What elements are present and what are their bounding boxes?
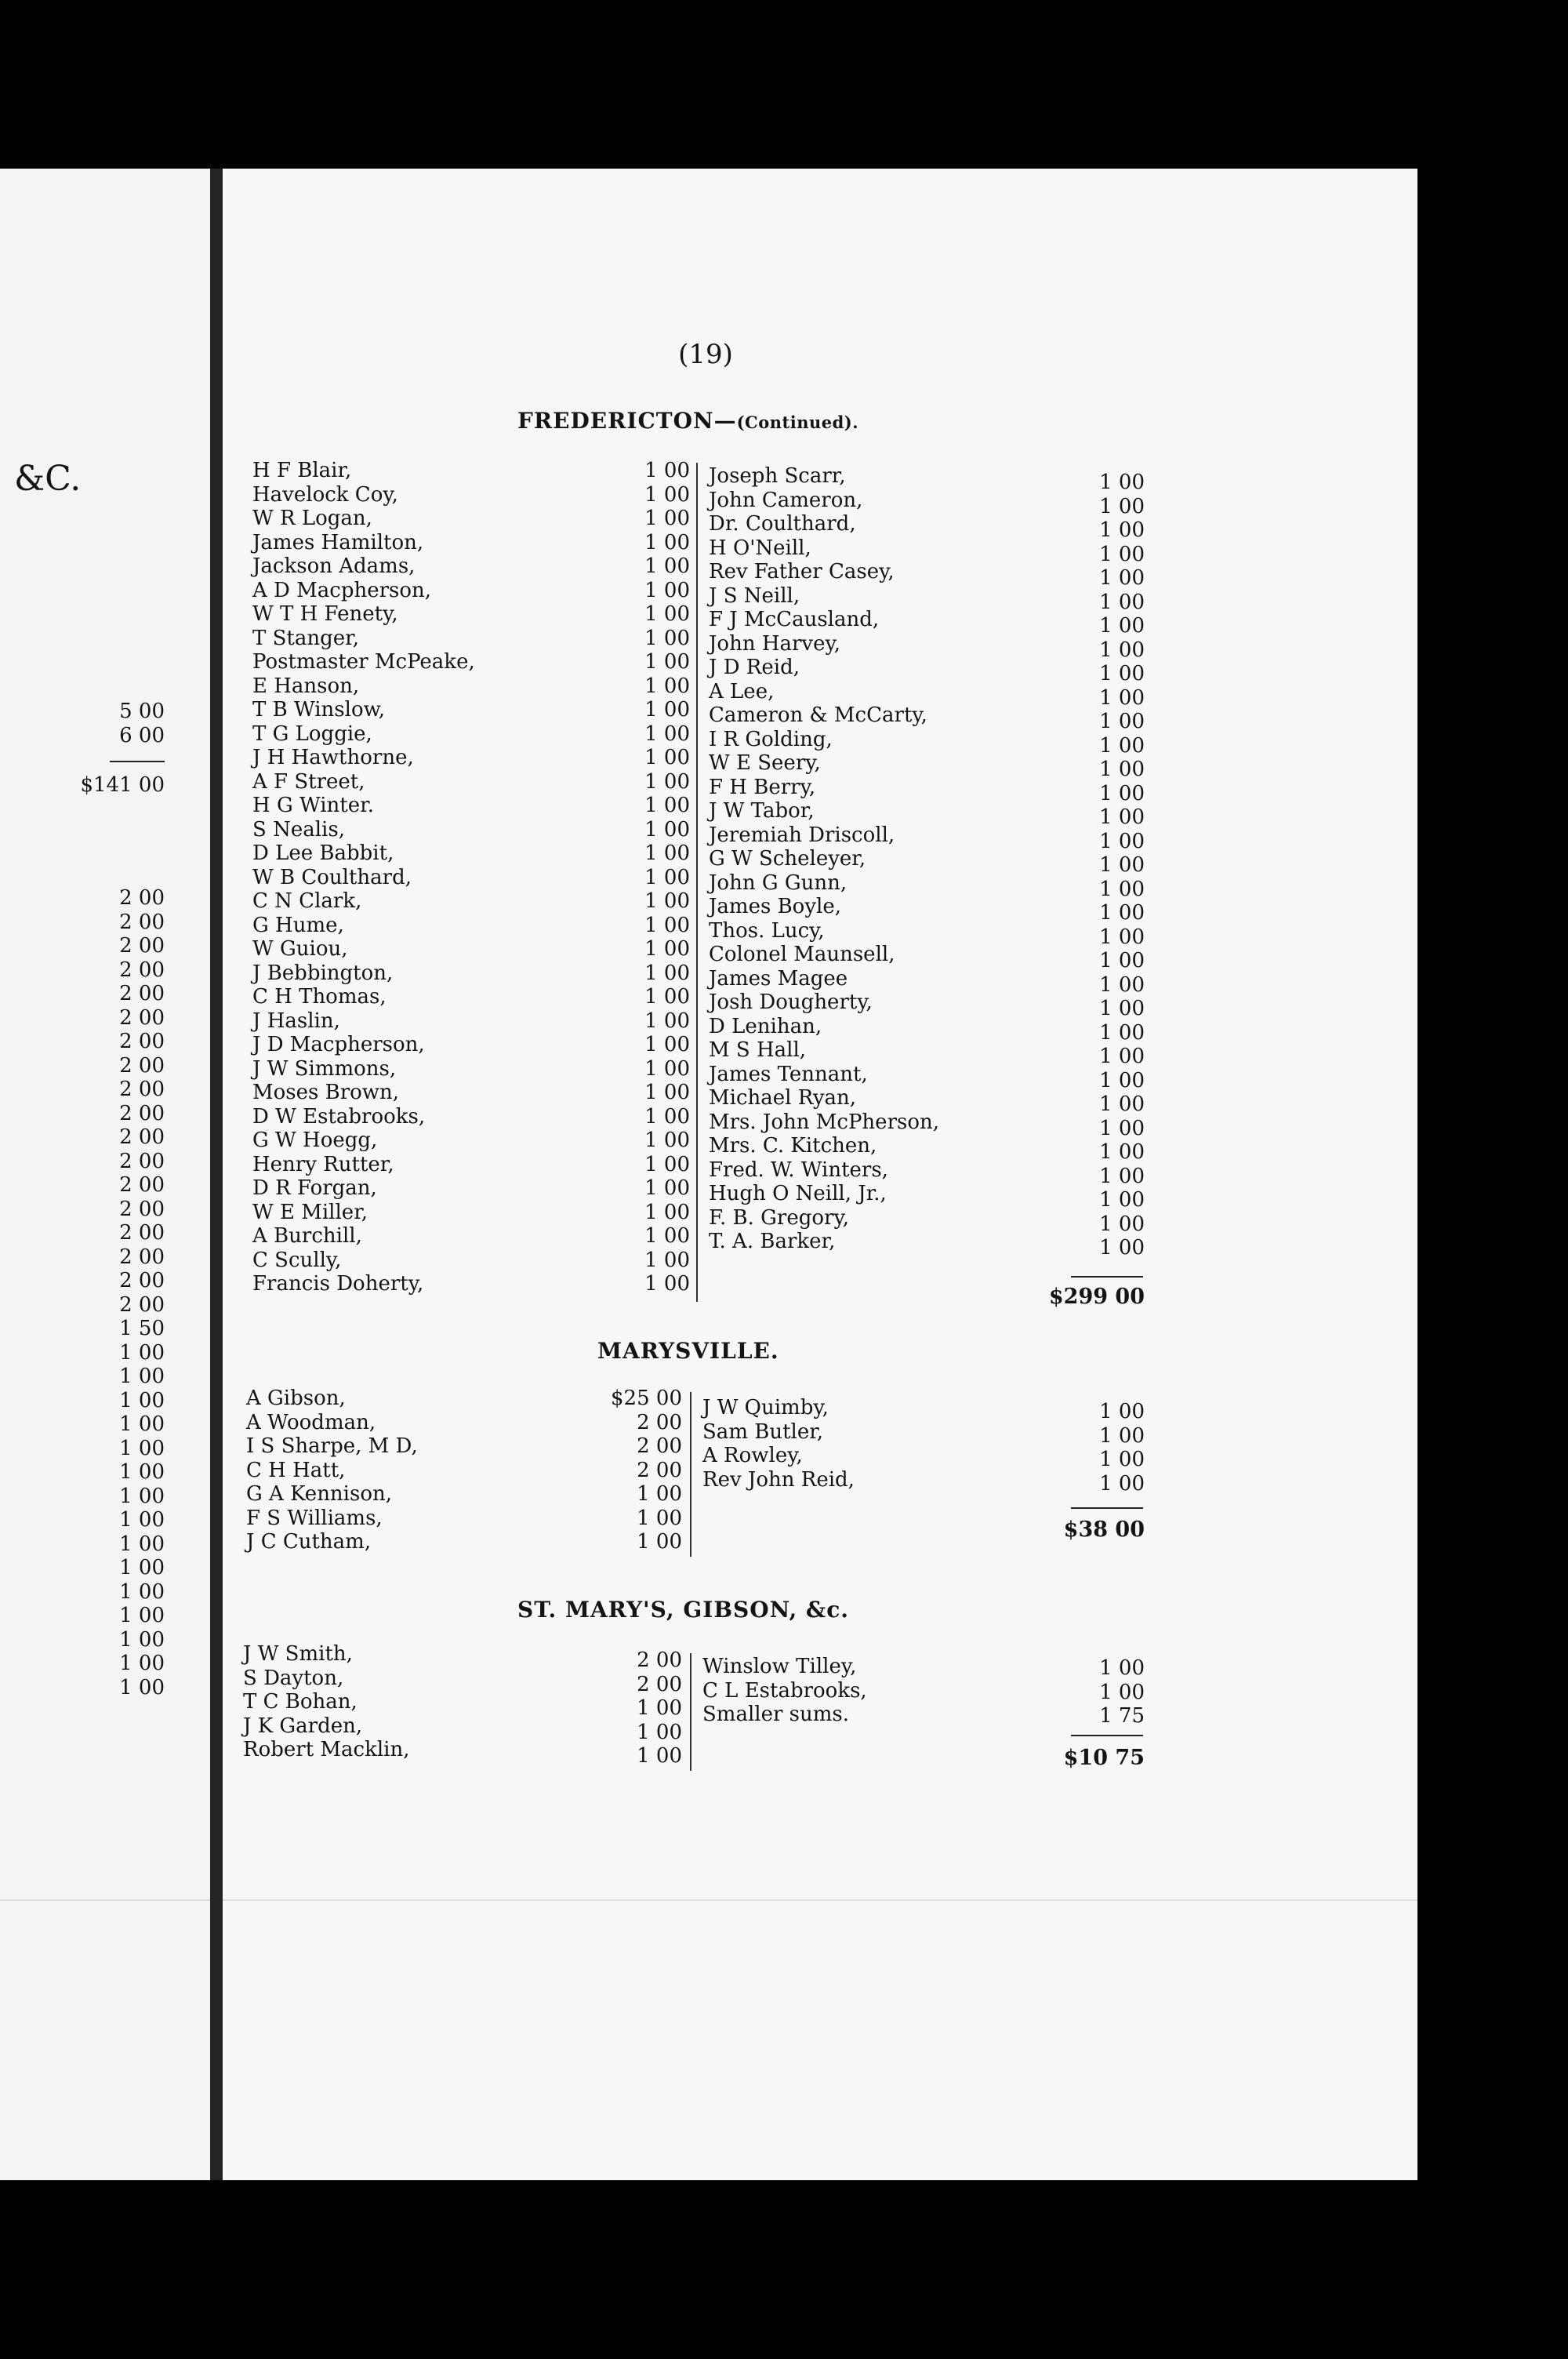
subscription-amount: 1 00	[1099, 997, 1145, 1020]
subscriber-name: M S Hall,	[709, 1038, 807, 1062]
page-number: (19)	[678, 339, 733, 370]
subscription-amount: 1 00	[644, 1152, 690, 1176]
fredericton-right-names	[709, 464, 939, 1254]
marysville-left-amounts	[596, 1387, 682, 1554]
subscriber-name: Robert Macklin,	[243, 1738, 410, 1761]
subscription-amount: 1 00	[644, 889, 690, 913]
left-page-total: $141 00	[80, 773, 165, 797]
subscriber-name: Sam Butler,	[702, 1419, 824, 1444]
subscriber-name: S Dayton,	[243, 1666, 344, 1690]
subscriber-name: J Bebbington,	[252, 961, 394, 985]
subscription-amount: 2 00	[637, 1458, 682, 1482]
subscription-amount: 1 00	[1099, 542, 1145, 566]
subscriber-name: T Stanger,	[252, 626, 359, 650]
subscriber-name: F J McCausland,	[709, 608, 880, 631]
left-page-amounts-top	[47, 700, 165, 747]
subscriber-name: W R Logan,	[252, 507, 372, 530]
subscriber-name: J W Tabor,	[709, 799, 815, 823]
subscriber-name: A Burchill,	[252, 1224, 362, 1248]
st-marys-left-amounts	[604, 1648, 682, 1768]
subscriber-name: Henry Rutter,	[252, 1152, 394, 1176]
left-page-amount: 1 00	[119, 1412, 165, 1436]
left-page-amount: 5 00	[119, 700, 165, 723]
subscriber-name: A F Street,	[252, 769, 365, 794]
left-page-amount: 6 00	[119, 723, 165, 747]
subscription-amount: 1 00	[644, 1224, 690, 1248]
left-page-amount: 2 00	[119, 1125, 165, 1149]
left-page-amount: 2 00	[119, 1078, 165, 1101]
subscriber-name: I R Golding,	[709, 727, 833, 751]
section-heading-st-marys: ST. MARY'S, GIBSON, &c.	[517, 1597, 850, 1623]
marysville-right-names	[702, 1396, 855, 1492]
subscription-amount: 2 00	[637, 1672, 682, 1696]
subscription-amount: 2 00	[637, 1648, 682, 1672]
subscriber-name: Jackson Adams,	[252, 554, 416, 578]
subscription-amount: 1 00	[1099, 1116, 1145, 1140]
fredericton-left-names	[252, 459, 475, 1296]
fredericton-right-amounts	[1066, 471, 1145, 1260]
subscription-amount: 1 00	[644, 578, 690, 602]
subscriber-name: A Woodman,	[246, 1410, 376, 1434]
subscriber-name: Fred. W. Winters,	[709, 1158, 888, 1182]
subscriber-name: G Hume,	[252, 913, 344, 937]
subscriber-name: G A Kennison,	[246, 1482, 392, 1506]
left-page-amount: 1 00	[119, 1365, 165, 1388]
subscriber-name: E Hanson,	[252, 674, 360, 698]
section-heading-marysville: MARYSVILLE.	[597, 1338, 779, 1364]
subscription-amount: 1 00	[637, 1506, 682, 1530]
subscription-amount: 1 00	[1099, 1656, 1145, 1680]
name-list	[243, 1642, 409, 1762]
subscription-amount: 1 00	[644, 794, 690, 817]
amount-list	[604, 1648, 682, 1768]
subscriber-name: Mrs. John McPherson,	[709, 1110, 939, 1134]
subscriber-name: C H Thomas,	[252, 985, 387, 1009]
subscription-amount: 1 00	[644, 459, 690, 482]
subscriber-name: W E Seery,	[709, 751, 821, 775]
subscriber-name: Winslow Tilley,	[702, 1655, 857, 1678]
left-page-total-rule	[110, 761, 165, 762]
subscriber-name: J W Smith,	[243, 1642, 353, 1666]
subscription-amount: 1 00	[1099, 1212, 1145, 1236]
subscription-amount: 1 00	[644, 626, 690, 650]
subscription-amount: 1 00	[644, 1056, 690, 1081]
subscriber-name: A D Macpherson,	[252, 578, 432, 602]
subscription-amount: 1 00	[1099, 518, 1145, 542]
subscription-amount: 1 00	[644, 1248, 690, 1272]
subscriber-name: T B Winslow,	[252, 698, 386, 722]
subscription-amount: 1 00	[1099, 685, 1145, 710]
left-page-amount: 1 00	[119, 1460, 165, 1484]
name-list	[702, 1396, 855, 1492]
name-list	[246, 1387, 418, 1554]
left-page-amount-list-main	[47, 886, 165, 1699]
subscription-amount: 1 00	[644, 913, 690, 937]
subscription-amount: 1 00	[1099, 1236, 1145, 1259]
subscription-amount: 1 00	[644, 746, 690, 769]
left-page-amount: 1 00	[119, 1388, 165, 1412]
subscription-amount: 1 00	[1099, 471, 1145, 494]
subscriber-name: Michael Ryan,	[709, 1086, 857, 1110]
fredericton-left-amounts	[612, 459, 690, 1296]
subscription-amount: 1 00	[1099, 1448, 1145, 1471]
subscription-amount: 1 00	[1099, 566, 1145, 590]
left-page-amount: 1 00	[119, 1604, 165, 1627]
marysville-total-rule	[1071, 1507, 1143, 1509]
subscriber-name: W Guiou,	[252, 937, 348, 961]
amount-list	[596, 1387, 682, 1554]
heading-text: FREDERICTON—	[517, 408, 737, 434]
subscription-amount: 1 00	[644, 1081, 690, 1104]
subscription-amount: 1 00	[644, 1104, 690, 1129]
subscription-amount: 1 00	[1099, 1068, 1145, 1092]
left-page-amount: 2 00	[119, 1173, 165, 1197]
left-page-amount: 1 00	[119, 1675, 165, 1699]
subscriber-name: D Lenihan,	[709, 1014, 822, 1038]
subscriber-name: Mrs. C. Kitchen,	[709, 1134, 877, 1158]
subscription-amount: $25 00	[611, 1387, 682, 1410]
subscription-amount: 1 00	[644, 482, 690, 507]
fredericton-total: $299 00	[1048, 1285, 1145, 1309]
subscription-amount: 1 00	[644, 937, 690, 961]
subscriber-name: A Gibson,	[246, 1387, 346, 1410]
subscription-amount: 1 00	[1099, 1423, 1145, 1448]
st-marys-left-names	[243, 1642, 409, 1762]
subscription-amount: 1 00	[644, 961, 690, 985]
subscription-amount: 1 00	[1099, 710, 1145, 733]
left-page-amount: 2 00	[119, 1197, 165, 1221]
left-page-amount: 2 00	[119, 1245, 165, 1269]
subscriber-name: Francis Doherty,	[252, 1272, 424, 1296]
subscription-amount: 1 00	[644, 1176, 690, 1200]
left-page-amount: 1 00	[119, 1627, 165, 1652]
subscriber-name: G W Hoegg,	[252, 1129, 378, 1152]
left-page-amount: 1 00	[119, 1579, 165, 1604]
subscriber-name: J H Hawthorne,	[252, 746, 414, 769]
subscriber-name: T G Loggie,	[252, 722, 372, 746]
subscription-amount: 1 00	[644, 1129, 690, 1152]
subscription-amount: 1 00	[644, 769, 690, 794]
column-divider	[690, 1392, 691, 1557]
subscriber-name: Dr. Coulthard,	[709, 512, 856, 536]
subscriber-name: J D Macpherson,	[252, 1033, 425, 1056]
subscriber-name: D W Estabrooks,	[252, 1104, 426, 1129]
left-page-amount: 1 50	[119, 1317, 165, 1340]
subscriber-name: C H Hatt,	[246, 1458, 346, 1482]
subscriber-name: W T H Fenety,	[252, 602, 398, 626]
subscriber-name: Jeremiah Driscoll,	[709, 823, 895, 847]
subscription-amount: 1 00	[1099, 1045, 1145, 1068]
subscription-amount: 1 00	[1099, 972, 1145, 997]
subscription-amount: 1 00	[1099, 925, 1145, 949]
subscription-amount: 1 00	[644, 722, 690, 746]
name-list	[709, 464, 939, 1254]
subscription-amount: 1 75	[1099, 1704, 1145, 1728]
subscription-amount: 1 00	[1099, 1020, 1145, 1045]
subscription-amount: 1 00	[644, 650, 690, 674]
subscriber-name: Havelock Coy,	[252, 482, 398, 507]
subscription-amount: 2 00	[637, 1434, 682, 1458]
subscription-amount: 1 00	[644, 507, 690, 530]
left-page-amount-list	[47, 700, 165, 747]
column-divider	[690, 1653, 691, 1771]
subscription-amount: 1 00	[644, 817, 690, 841]
subscription-amount: 1 00	[1099, 805, 1145, 829]
subscriber-name: Moses Brown,	[252, 1081, 400, 1104]
subscriber-name: F. B. Gregory,	[709, 1205, 849, 1230]
subscription-amount: 1 00	[637, 1744, 682, 1768]
name-list	[252, 459, 475, 1296]
st-marys-right-amounts	[1066, 1656, 1145, 1728]
left-page-amount: 2 00	[119, 958, 165, 982]
marysville-right-amounts	[1066, 1400, 1145, 1496]
subscriber-name: W E Miller,	[252, 1200, 368, 1224]
subscriber-name: Colonel Maunsell,	[709, 943, 895, 966]
left-page-amount: 2 00	[119, 1269, 165, 1292]
left-page-amount: 2 00	[119, 1005, 165, 1030]
left-page-amount: 2 00	[119, 1053, 165, 1078]
subscriber-name: W B Coulthard,	[252, 865, 412, 889]
name-list	[702, 1655, 867, 1727]
subscriber-name: H G Winter.	[252, 794, 374, 817]
subscriber-name: A Rowley,	[702, 1444, 803, 1467]
subscription-amount: 1 00	[637, 1720, 682, 1744]
subscriber-name: A Lee,	[709, 679, 775, 703]
subscriber-name: Hugh O Neill, Jr.,	[709, 1182, 887, 1205]
left-page-amount: 2 00	[119, 1030, 165, 1053]
heading-suffix: (Continued).	[736, 413, 859, 432]
subscription-amount: 1 00	[1099, 853, 1145, 877]
subscriber-name: J Haslin,	[252, 1009, 340, 1033]
subscriber-name: Smaller sums.	[702, 1703, 850, 1726]
subscription-amount: 1 00	[644, 530, 690, 554]
subscription-amount: 1 00	[1099, 877, 1145, 901]
subscriber-name: Josh Dougherty,	[709, 990, 873, 1014]
subscriber-name: J D Reid,	[709, 656, 800, 679]
left-page-heading-fragment: &C.	[14, 459, 82, 499]
subscription-amount: 1 00	[644, 865, 690, 889]
left-page-amount: 2 00	[119, 982, 165, 1005]
subscription-amount: 1 00	[1099, 781, 1145, 805]
left-page-fold	[0, 1899, 210, 1901]
subscriber-name: John Cameron,	[709, 488, 863, 512]
marysville-left-names	[246, 1387, 418, 1554]
left-page-amount: 2 00	[119, 1292, 165, 1317]
amount-list	[1066, 1400, 1145, 1496]
subscriber-name: H O'Neill,	[709, 536, 811, 560]
subscriber-name: James Tennant,	[709, 1062, 868, 1086]
st-marys-total: $10 75	[1063, 1746, 1145, 1770]
marysville-total: $38 00	[1063, 1518, 1145, 1542]
subscriber-name: J W Quimby,	[702, 1396, 829, 1419]
book-gutter	[210, 169, 223, 2180]
subscriber-name: Joseph Scarr,	[709, 464, 846, 488]
subscriber-name: D R Forgan,	[252, 1176, 377, 1200]
left-page-amount: 1 00	[119, 1340, 165, 1365]
left-page-amounts	[47, 886, 165, 1699]
subscription-amount: 1 00	[1099, 494, 1145, 518]
subscription-amount: 1 00	[637, 1696, 682, 1720]
subscription-amount: 1 00	[644, 602, 690, 626]
subscription-amount: 1 00	[1099, 949, 1145, 972]
subscription-amount: 1 00	[637, 1482, 682, 1506]
left-page-amount: 1 00	[119, 1436, 165, 1460]
subscription-amount: 1 00	[1099, 590, 1145, 614]
section-heading-fredericton	[517, 408, 858, 434]
left-page-amount: 1 00	[119, 1652, 165, 1675]
left-page-amount: 2 00	[119, 934, 165, 958]
subscriber-name: Thos. Lucy,	[709, 918, 825, 943]
page-fold	[223, 1899, 1417, 1901]
amount-list	[1066, 1656, 1145, 1728]
subscription-amount: 1 00	[1099, 758, 1145, 781]
subscription-amount: 1 00	[644, 841, 690, 865]
subscriber-name: H F Blair,	[252, 459, 352, 482]
subscriber-name: G W Scheleyer,	[709, 847, 866, 871]
subscriber-name: John Harvey,	[709, 631, 841, 656]
subscriber-name: F S Williams,	[246, 1506, 383, 1530]
subscriber-name: Rev Father Casey,	[709, 560, 895, 583]
subscriber-name: Cameron & McCarty,	[709, 703, 927, 727]
left-page-amount: 2 00	[119, 1101, 165, 1125]
left-page-amount: 2 00	[119, 1149, 165, 1173]
left-page-amount: 1 00	[119, 1484, 165, 1508]
subscription-amount: 1 00	[644, 1033, 690, 1056]
subscriber-name: James Hamilton,	[252, 530, 424, 554]
subscriber-name: S Nealis,	[252, 817, 345, 841]
fredericton-total-rule	[1071, 1276, 1143, 1278]
subscriber-name: James Boyle,	[709, 895, 841, 918]
left-page-amount: 1 00	[119, 1508, 165, 1532]
subscription-amount: 1 00	[644, 554, 690, 578]
subscription-amount: 1 00	[644, 674, 690, 698]
subscriber-name: T. A. Barker,	[709, 1230, 836, 1253]
subscription-amount: 1 00	[1099, 733, 1145, 758]
subscription-amount: 1 00	[1099, 662, 1145, 685]
subscriber-name: F H Berry,	[709, 775, 816, 799]
subscription-amount: 1 00	[1099, 829, 1145, 853]
amount-list	[1066, 471, 1145, 1260]
subscriber-name: C Scully,	[252, 1248, 342, 1272]
subscription-amount: 1 00	[1099, 1471, 1145, 1496]
column-divider	[696, 463, 698, 1302]
subscription-amount: 1 00	[1099, 1400, 1145, 1423]
subscription-amount: 1 00	[644, 1272, 690, 1296]
subscription-amount: 1 00	[1099, 1140, 1145, 1164]
left-page-amount: 1 00	[119, 1556, 165, 1579]
subscription-amount: 1 00	[644, 1009, 690, 1033]
subscription-amount: 1 00	[644, 985, 690, 1009]
subscription-amount: 1 00	[1099, 1164, 1145, 1188]
subscription-amount: 1 00	[1099, 1092, 1145, 1116]
subscriber-name: I S Sharpe, M D,	[246, 1434, 418, 1458]
subscriber-name: Rev John Reid,	[702, 1467, 855, 1492]
left-page-amount: 2 00	[119, 1221, 165, 1245]
subscription-amount: 2 00	[637, 1410, 682, 1434]
subscriber-name: J W Simmons,	[252, 1056, 397, 1081]
subscriber-name: J S Neill,	[709, 583, 800, 608]
subscription-amount: 1 00	[644, 698, 690, 722]
st-marys-total-rule	[1071, 1735, 1143, 1736]
subscription-amount: 1 00	[644, 1200, 690, 1224]
subscriber-name: J C Cutham,	[246, 1530, 372, 1554]
left-page-amount: 2 00	[119, 886, 165, 910]
left-page-amount: 2 00	[119, 910, 165, 934]
left-page-amount: 1 00	[119, 1532, 165, 1556]
subscriber-name: John G Gunn,	[709, 871, 848, 895]
subscription-amount: 1 00	[1099, 1188, 1145, 1212]
st-marys-right-names	[702, 1655, 867, 1727]
subscription-amount: 1 00	[1099, 614, 1145, 638]
amount-list	[612, 459, 690, 1296]
subscriber-name: James Magee	[709, 966, 848, 990]
subscriber-name: J K Garden,	[243, 1714, 363, 1738]
subscription-amount: 1 00	[1099, 1680, 1145, 1704]
subscriber-name: C L Estabrooks,	[702, 1678, 867, 1703]
subscription-amount: 1 00	[637, 1530, 682, 1554]
subscriber-name: T C Bohan,	[243, 1690, 358, 1714]
subscriber-name: Postmaster McPeake,	[252, 650, 475, 674]
subscriber-name: C N Clark,	[252, 889, 362, 913]
subscriber-name: D Lee Babbit,	[252, 841, 394, 865]
subscription-amount: 1 00	[1099, 638, 1145, 662]
subscription-amount: 1 00	[1099, 901, 1145, 925]
